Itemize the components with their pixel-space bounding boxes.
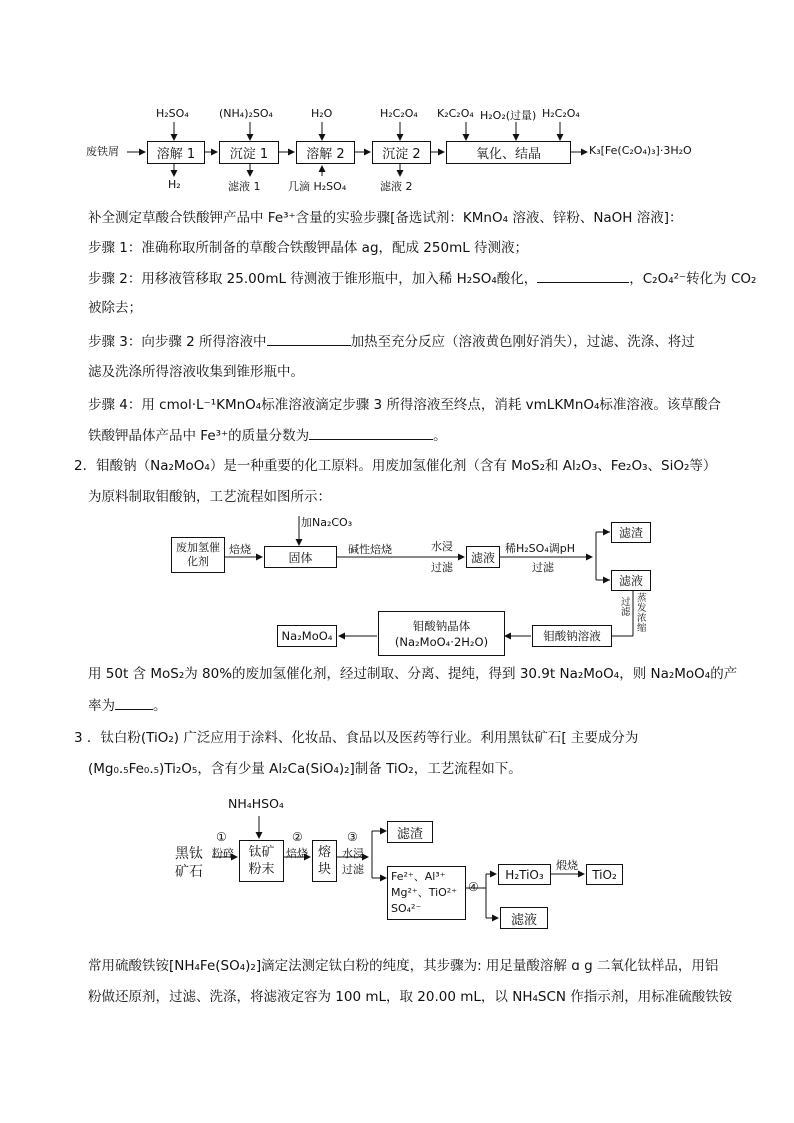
flow3-filtrate: 滤液 [500,907,548,929]
flow3-reagent: NH₄HSO₄ [228,796,284,811]
flow1-output-filtrate2: 滤液 2 [380,180,413,193]
flow1-input-1: H₂SO₄ [156,107,189,120]
flow2-start: 废加氢催化剂 [171,537,225,573]
flow2-crystal-formula: (Na₂MoO₄·2H₂O) [394,634,489,649]
q1-step4-a: 步骤 4：用 cmol·L⁻¹KMnO₄标准溶液滴定步骤 3 所得溶液至终点，消耗 vmLKMnO₄标准溶液。该草酸合 [88,397,721,413]
flow2-evap: 蒸发浓缩 [637,593,647,634]
flow3-step3-num: ③ [347,830,358,844]
flow3-residue: 滤渣 [387,821,433,843]
q1-step3-c: 滤及洗涤所得溶液收集到锥形瓶中。 [88,364,304,380]
flow2-acid2: 过滤 [532,561,554,574]
q2-question-c: 。 [153,698,167,714]
q1-step2-b: ，C₂O₄²⁻转化为 CO₂ [629,271,757,287]
flow3-step4-num: ④ [468,880,479,894]
flow1-input-7: H₂C₂O₄ [542,107,580,120]
flow3-powder-2: 粉末 [248,862,275,877]
q1-step2-a: 步骤 2：用移液管移取 25.00mL 待测液于锥形瓶中，加入稀 H₂SO₄酸化， [88,271,538,287]
q3-para-2: 粉做还原剂，过滤、洗涤，将滤液定容为 100 mL，取 20.00 mL，以 NH₄SCN 作指示剂，用标准硫酸铁铵 [88,989,733,1005]
flow3-powder [239,840,284,882]
q3-line1: 3 ．钛白粉(TiO₂) 广泛应用于涂料、化妆品、食品以及医药等行业。利用黑钛矿石[ 主要成分为 [74,730,639,746]
flow2-roast: 焙烧 [229,543,251,556]
flow3-step2-num: ② [292,830,303,844]
q3-para-1: 常用硫酸铁铵[NH₄Fe(SO₄)₂]滴定法测定钛白粉的纯度，其步骤为: 用足量酸溶解 ɑ g 二氧化钛样品，用铝 [88,958,719,974]
flow3-ore [175,845,203,881]
flow3-melt-1: 熔 [317,845,331,860]
flow2-residue: 滤渣 [611,522,651,543]
flow1-box-precip1: 沉淀 1 [219,141,279,164]
flow3-h2tio3: H₂TiO₃ [498,864,551,885]
flow2-solution: 钼酸钠溶液 [532,625,612,647]
flow1-input-2: (NH₄)₂SO₄ [219,107,273,120]
flow2-add: 加Na₂CO₃ [301,516,353,529]
flow1-product: K₃[Fe(C₂O₄)₃]·3H₂O [589,144,692,157]
flow2-water1: 水浸 [431,540,453,553]
flow1-output-filtrate1: 滤液 1 [228,180,261,193]
q1-step3-a: 步骤 3：向步骤 2 所得溶液中 [88,334,267,350]
flow1-input-3: H₂O [311,107,333,120]
flow3-tio2: TiO₂ [586,864,623,885]
flow3-melt-2: 块 [317,862,331,877]
flow3-step2-label: 焙烧 [286,847,308,860]
flow1-box-precip2: 沉淀 2 [372,141,431,164]
flow3-ions-2: Mg²⁺、TiO²⁺ [391,886,457,899]
flow1-box-dissolve2: 溶解 2 [296,141,355,164]
flow3-step3-a: 水浸 [342,847,364,860]
flow3-ore-1: 黑钛 [175,846,203,862]
flow2-crystal-name: 钼酸钠晶体 [412,618,471,633]
flow2-product: Na₂MoO₄ [277,625,337,647]
flow1-box-oxidize: 氧化、结晶 [446,141,571,164]
flow2-filtrate: 滤液 [466,546,500,568]
flow3-ions-3: SO₄²⁻ [391,902,422,915]
q1-step4-b: 铁酸钾晶体产品中 Fe³⁺的质量分数为 [88,428,310,444]
q1-step3-b: 加热至充分反应（溶液黄色刚好消失），过滤、洗涤、将过 [350,334,695,350]
q1-step2-c: 被除去； [88,300,142,316]
flow3-powder-1: 钛矿 [248,845,275,860]
flow2-filtrate2: 滤液 [611,570,651,591]
flow3-ore-2: 矿石 [175,864,203,880]
q1-intro: 补全测定草酸合铁酸钾产品中 Fe³⁺含量的实验步骤[备选试剂：KMnO₄ 溶液、锌粉、NaOH 溶液]： [88,210,683,226]
flow2-filter3: 过滤 [621,597,631,618]
flow2-alk: 碱性焙烧 [348,543,392,556]
flow2-acid1: 稀H₂SO₄调pH [505,542,575,555]
flow3-ions [387,866,466,920]
flow3-step1-label: 粉碎 [212,847,234,860]
flow3-step1-num: ① [216,830,227,844]
flow3-calcine: 煅烧 [556,859,578,872]
q1-step1: 步骤 1：准确称取所制备的草酸合铁酸钾晶体 ag，配成 250mL 待测液； [88,240,529,256]
flow1-input-5: K₂C₂O₄ [437,107,474,120]
q2-line2: 为原料制取钼酸钠，工艺流程如图所示： [88,489,331,505]
q2-line1: 2．钼酸钠（Na₂MoO₄）是一种重要的化工原料。用废加氢催化剂（含有 MoS₂和 Al₂O₃、Fe₂O₃、SiO₂等） [74,458,717,474]
flow1-start: 废铁屑 [86,145,119,158]
flow3-melt [312,840,337,882]
q2-question-a: 用 50t 含 MoS₂为 80%的废加氢催化剂，经过制取、分离、提纯，得到 30.9t Na₂MoO₄，则 Na₂MoO₄的产 [88,666,738,682]
flow3-ions-1: Fe²⁺、Al³⁺ [391,870,446,883]
q1-step4-c: 。 [433,428,447,444]
flow1-input-6: H₂O₂(过量) [480,109,537,122]
flow3-step3-b: 过滤 [342,863,364,876]
q2-question-b: 率为 [88,698,115,714]
flow1-output-h2so4: 几滴 H₂SO₄ [288,180,347,193]
flow2-water2: 过滤 [431,561,453,574]
flow1-output-h2: H₂ [168,178,181,191]
flow1-input-4: H₂C₂O₄ [380,107,418,120]
q3-line2: (Mg₀.₅Fe₀.₅)Ti₂O₅，含有少量 Al₂Ca(SiO₄)₂]制备 TiO₂，工艺流程如下。 [88,761,522,777]
flow2-solid: 固体 [264,546,337,568]
flow1-box-dissolve1: 溶解 1 [147,141,205,164]
